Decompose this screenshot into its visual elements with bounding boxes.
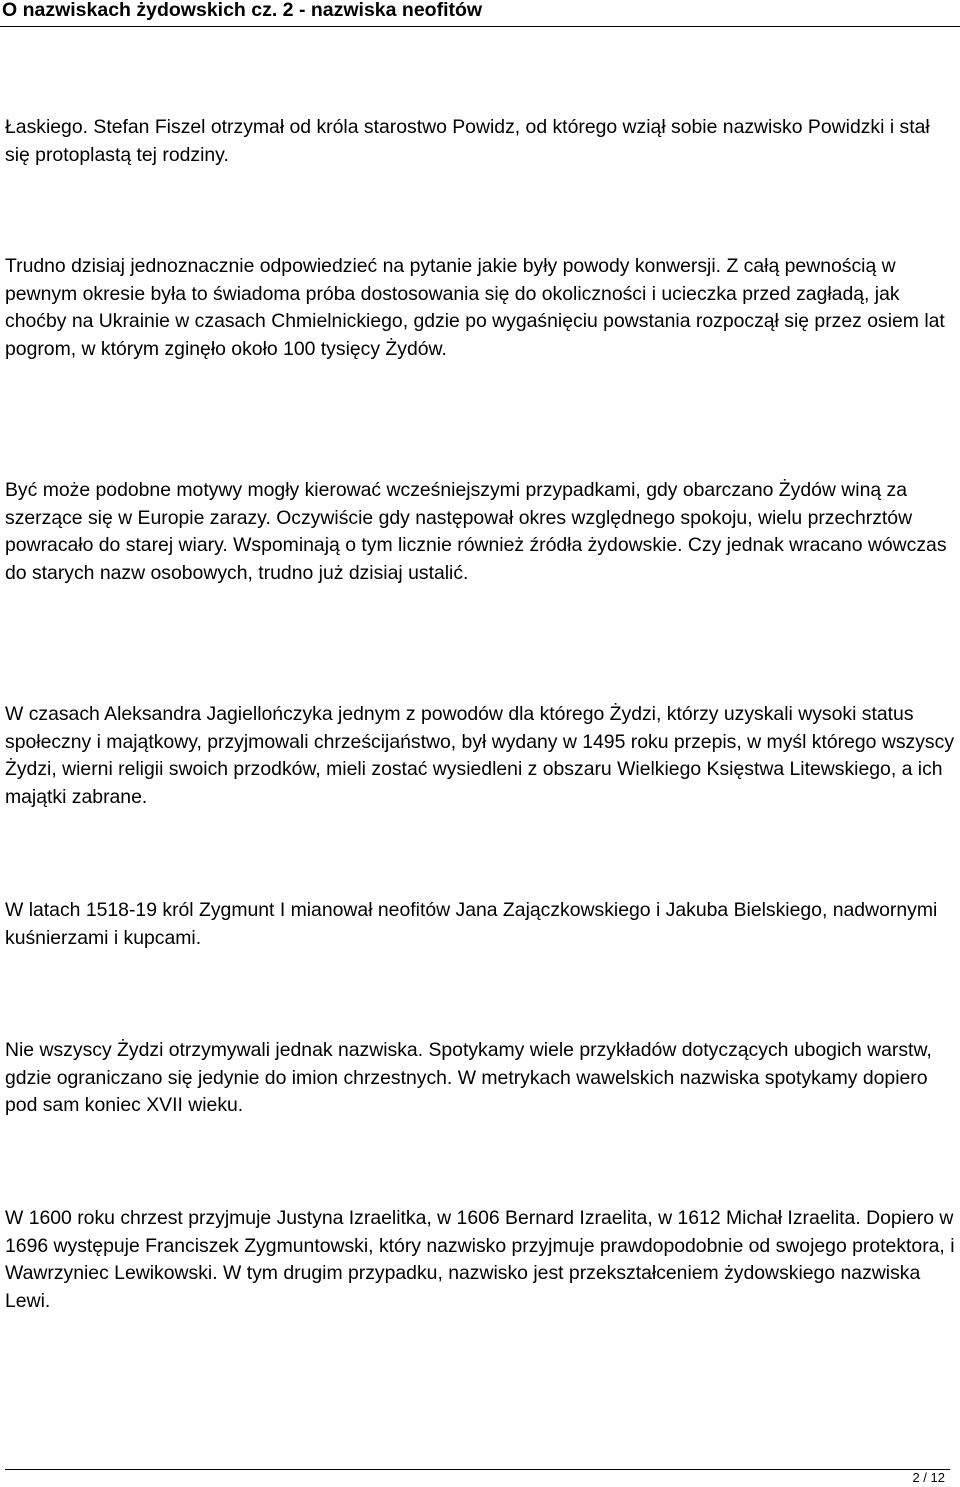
- paragraph-zygmunt-furriers: W latach 1518-19 król Zygmunt I mianował neofitów Jana Zajączkowskiego i Jakuba Bielskiego, nadwornymi kuśnierzami i kupcami.: [5, 899, 938, 949]
- paragraph-powidzki: Łaskiego. Stefan Fiszel otrzymał od króla starostwo Powidz, od którego wziął sobie nazwisko Powidzki i stał się protoplastą tej rodziny.: [5, 116, 930, 166]
- paragraph-poor-strata: Nie wszyscy Żydzi otrzymywali jednak nazwiska. Spotykamy wiele przykładów dotyczących ubogich warstw, gdzie ograniczano się jedynie do imion chrzestnych. W metrykach wawelskich nazwiska spotykamy dopiero pod sam koniec XVII wieku.: [5, 1039, 932, 1117]
- document-title: O nazwiskach żydowskich cz. 2 - nazwiska neofitów: [2, 0, 483, 21]
- page-number: 2 / 12: [912, 1470, 945, 1485]
- paragraph-baptism-records: W 1600 roku chrzest przyjmuje Justyna Izraelitka, w 1606 Bernard Izraelita, w 1612 Michał Izraelita. Dopiero w 1696 występuje Franciszek Zygmuntowski, który nazwisko przyjmuje prawdopodobnie od swojego protektora, i Wawrzyniec Lewikowski. W tym drugim przypadku, nazwisko jest przekształceniem żydowskiego nazwiska Lewi.: [5, 1207, 955, 1312]
- paragraph-plague-blame: Być może podobne motywy mogły kierować wcześniejszymi przypadkami, gdy obarczano Żydów winą za szerzące się w Europie zarazy. Oczywiście gdy następował okres względnego spokoju, wielu przechrztów powracało do starej wiary. Wspominają o tym licznie również źródła żydowskie. Czy jednak wracano wówczas do starych nazw osobowych, trudno już dzisiaj ustalić.: [5, 479, 947, 584]
- page-header: [0, 0, 960, 27]
- paragraph-conversion-reasons: Trudno dzisiaj jednoznacznie odpowiedzieć na pytanie jakie były powody konwersji. Z całą pewnością w pewnym okresie była to świadoma próba dostosowania się do okoliczności i ucieczka przed zagładą, jak choćby na Ukrainie w czasach Chmielnickiego, gdzie po wygaśnięciu powstania rozpoczął się przez osiem lat pogrom, w którym zginęło około 100 tysięcy Żydów.: [5, 255, 945, 360]
- paragraph-jagiellon-era: W czasach Aleksandra Jagiellończyka jednym z powodów dla którego Żydzi, którzy uzyskali wysoki status społeczny i majątkowy, przyjmowali chrześcijaństwo, był wydany w 1495 roku przepis, w myśl którego wszyscy Żydzi, wierni religii swoich przodków, mieli zostać wysiedleni z obszaru Wielkiego Księstwa Litewskiego, a ich majątki zabrane.: [5, 703, 955, 808]
- footer-divider: [5, 1469, 950, 1470]
